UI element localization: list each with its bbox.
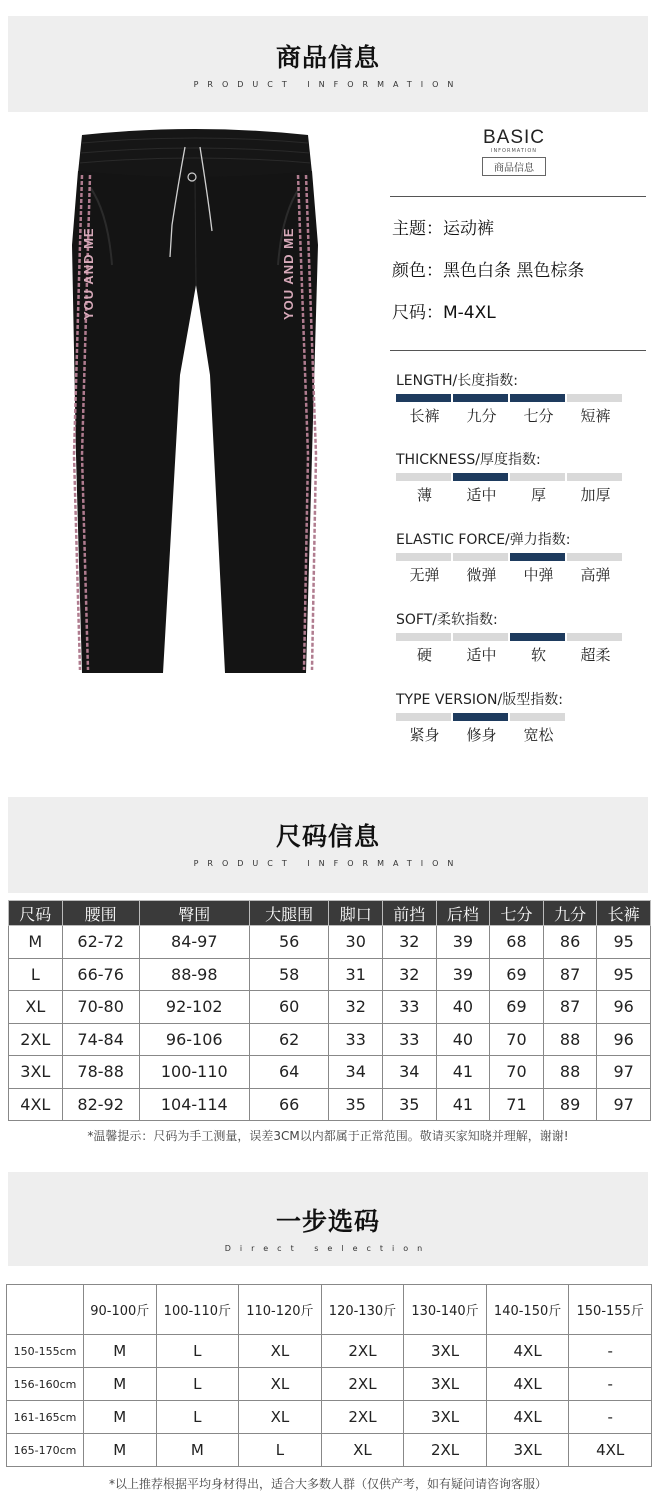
index-bar-segment bbox=[396, 394, 451, 402]
table-cell: 97 bbox=[597, 1088, 651, 1121]
index-bar-segment bbox=[396, 633, 451, 641]
index-bar-segment bbox=[396, 473, 451, 481]
table-cell: 40 bbox=[436, 1023, 490, 1056]
table-cell: 68 bbox=[490, 926, 544, 959]
size-column-header: 臀围 bbox=[139, 901, 249, 926]
size-table-header bbox=[9, 901, 651, 926]
table-cell: 89 bbox=[543, 1088, 597, 1121]
index-options bbox=[396, 724, 624, 744]
recommended-size-cell: 2XL bbox=[321, 1335, 404, 1368]
table-cell: 70 bbox=[490, 1023, 544, 1056]
table-cell: 35 bbox=[329, 1088, 383, 1121]
index-option-label: 超柔 bbox=[580, 646, 611, 664]
index-bar-track bbox=[396, 394, 624, 402]
index-bar-track bbox=[396, 473, 624, 481]
recommended-size-cell: 4XL bbox=[486, 1368, 569, 1401]
recommended-size-cell: 3XL bbox=[486, 1434, 569, 1467]
recommended-size-cell: M bbox=[84, 1368, 157, 1401]
weight-column-header: 110-120斤 bbox=[239, 1285, 322, 1335]
index-options bbox=[396, 564, 624, 584]
size-column-header: 长裤 bbox=[597, 901, 651, 926]
table-cell: 82-92 bbox=[62, 1088, 139, 1121]
table-cell: 96 bbox=[597, 1023, 651, 1056]
index-bar-segment bbox=[453, 473, 508, 481]
table-cell: 62 bbox=[249, 1023, 329, 1056]
index-bar-segment bbox=[510, 553, 565, 561]
weight-column-header: 140-150斤 bbox=[486, 1285, 569, 1335]
index-bar-segment bbox=[453, 633, 508, 641]
table-cell: 104-114 bbox=[139, 1088, 249, 1121]
index-option-label: 九分 bbox=[466, 407, 497, 425]
index-bar-segment bbox=[567, 553, 622, 561]
size-column-header: 前挡 bbox=[383, 901, 437, 926]
weight-column-header: 130-140斤 bbox=[404, 1285, 487, 1335]
size-column-header: 七分 bbox=[490, 901, 544, 926]
index-title: THICKNESS/厚度指数: bbox=[396, 452, 541, 468]
table-cell: 60 bbox=[249, 991, 329, 1024]
recommended-size-cell: - bbox=[569, 1335, 652, 1368]
attribute-theme: 主题：运动裤 bbox=[392, 219, 494, 239]
weight-column-header: 90-100斤 bbox=[84, 1285, 157, 1335]
table-cell: L bbox=[9, 958, 63, 991]
recommended-size-cell: L bbox=[156, 1335, 239, 1368]
index-bar-segment bbox=[396, 553, 451, 561]
table-cell: 71 bbox=[490, 1088, 544, 1121]
index-option-label: 加厚 bbox=[580, 486, 611, 504]
attribute-color: 颜色：黑色白条 黑色棕条 bbox=[392, 261, 585, 281]
table-cell: 41 bbox=[436, 1088, 490, 1121]
index-bar-segment bbox=[567, 394, 622, 402]
table-cell: 35 bbox=[383, 1088, 437, 1121]
index-bar-segment bbox=[396, 713, 451, 721]
weight-height-table bbox=[6, 1284, 652, 1467]
basic-box-label: 商品信息 bbox=[482, 157, 546, 176]
table-row bbox=[7, 1368, 652, 1401]
recommended-size-cell: M bbox=[156, 1434, 239, 1467]
index-option-label: 适中 bbox=[466, 486, 497, 504]
table-cell: 34 bbox=[383, 1056, 437, 1089]
table-cell: 3XL bbox=[9, 1056, 63, 1089]
index-bar-track bbox=[396, 553, 624, 561]
basic-info-badge bbox=[482, 128, 546, 176]
index-option-label: 硬 bbox=[416, 646, 432, 664]
weight-table-header bbox=[7, 1285, 652, 1335]
recommended-size-cell: L bbox=[156, 1368, 239, 1401]
index-option-label: 七分 bbox=[523, 407, 554, 425]
index-bar-segment bbox=[510, 713, 565, 721]
table-cell: 32 bbox=[329, 991, 383, 1024]
corner-weight-label: 体重 bbox=[49, 1292, 77, 1308]
table-cell: 70-80 bbox=[62, 991, 139, 1024]
product-info-banner bbox=[8, 16, 648, 112]
recommended-size-cell: M bbox=[84, 1335, 157, 1368]
recommended-size-cell: M bbox=[84, 1434, 157, 1467]
size-column-header: 后档 bbox=[436, 901, 490, 926]
index-option-label: 无弹 bbox=[409, 566, 440, 584]
recommended-size-cell: 4XL bbox=[486, 1401, 569, 1434]
index-option-label: 适中 bbox=[466, 646, 497, 664]
recommended-size-cell: 2XL bbox=[404, 1434, 487, 1467]
table-cell: 33 bbox=[383, 991, 437, 1024]
recommended-size-cell: L bbox=[156, 1401, 239, 1434]
basic-subtitle: INFORMATION bbox=[490, 148, 538, 154]
pants-image bbox=[60, 125, 330, 685]
weight-column-header: 100-110斤 bbox=[156, 1285, 239, 1335]
table-row bbox=[9, 926, 651, 959]
index-bar-segment bbox=[453, 553, 508, 561]
index-bar-segment bbox=[510, 394, 565, 402]
table-cell: 87 bbox=[543, 958, 597, 991]
size-column-header: 九分 bbox=[543, 901, 597, 926]
table-cell: 92-102 bbox=[139, 991, 249, 1024]
index-title: TYPE VERSION/版型指数: bbox=[396, 692, 563, 708]
index-bar-segment bbox=[567, 473, 622, 481]
recommended-size-cell: XL bbox=[321, 1434, 404, 1467]
pants-side-text-left: YOU AND ME bbox=[81, 227, 96, 320]
weight-column-header: 150-155斤 bbox=[569, 1285, 652, 1335]
table-row bbox=[9, 1088, 651, 1121]
index-options bbox=[396, 484, 624, 504]
table-cell: 86 bbox=[543, 926, 597, 959]
recommended-size-cell: 2XL bbox=[321, 1368, 404, 1401]
index-bar-segment bbox=[510, 473, 565, 481]
recommended-size-cell: 4XL bbox=[569, 1434, 652, 1467]
table-row bbox=[7, 1335, 652, 1368]
index-option-label: 薄 bbox=[416, 486, 432, 504]
recommended-size-cell: M bbox=[84, 1401, 157, 1434]
recommended-size-cell: 3XL bbox=[404, 1368, 487, 1401]
table-cell: XL bbox=[9, 991, 63, 1024]
size-column-header: 脚口 bbox=[329, 901, 383, 926]
section-title: 一步选码 bbox=[275, 1207, 380, 1236]
table-cell: 87 bbox=[543, 991, 597, 1024]
index-bar-segment bbox=[510, 633, 565, 641]
recommended-size-cell: - bbox=[569, 1401, 652, 1434]
index-bar-track bbox=[396, 713, 624, 721]
recommended-size-cell: 3XL bbox=[404, 1335, 487, 1368]
table-cell: 69 bbox=[490, 958, 544, 991]
table-cell: 30 bbox=[329, 926, 383, 959]
table-cell: 2XL bbox=[9, 1023, 63, 1056]
weight-column-header: 120-130斤 bbox=[321, 1285, 404, 1335]
section-title: 商品信息 bbox=[275, 43, 380, 72]
index-title: LENGTH/长度指数: bbox=[396, 373, 518, 389]
table-row bbox=[9, 958, 651, 991]
table-corner-cell bbox=[7, 1285, 84, 1335]
table-cell: 58 bbox=[249, 958, 329, 991]
table-cell: 100-110 bbox=[139, 1056, 249, 1089]
table-cell: 31 bbox=[329, 958, 383, 991]
table-cell: 74-84 bbox=[62, 1023, 139, 1056]
table-cell: 4XL bbox=[9, 1088, 63, 1121]
table-cell: 32 bbox=[383, 958, 437, 991]
size-info-banner bbox=[8, 797, 648, 893]
table-cell: 41 bbox=[436, 1056, 490, 1089]
table-cell: 64 bbox=[249, 1056, 329, 1089]
table-row bbox=[9, 1056, 651, 1089]
table-cell: 84-97 bbox=[139, 926, 249, 959]
table-cell: 34 bbox=[329, 1056, 383, 1089]
index-option-label: 厚 bbox=[530, 486, 546, 504]
height-cell: 161-165cm bbox=[7, 1401, 84, 1434]
index-option-label: 宽松 bbox=[523, 726, 554, 744]
table-cell: 96 bbox=[597, 991, 651, 1024]
table-cell: 88 bbox=[543, 1056, 597, 1089]
table-cell: M bbox=[9, 926, 63, 959]
recommended-size-cell: L bbox=[239, 1434, 322, 1467]
index-bar-segment bbox=[453, 713, 508, 721]
size-column-header: 大腿围 bbox=[249, 901, 329, 926]
recommended-size-cell: XL bbox=[239, 1368, 322, 1401]
table-cell: 33 bbox=[329, 1023, 383, 1056]
recommended-size-cell: XL bbox=[239, 1401, 322, 1434]
index-option-label: 短裤 bbox=[580, 407, 611, 425]
height-cell: 150-155cm bbox=[7, 1335, 84, 1368]
index-option-label: 中弹 bbox=[523, 566, 554, 584]
table-cell: 88 bbox=[543, 1023, 597, 1056]
table-row bbox=[9, 991, 651, 1024]
index-title: SOFT/柔软指数: bbox=[396, 612, 498, 628]
index-option-label: 紧身 bbox=[409, 726, 440, 744]
table-cell: 95 bbox=[597, 958, 651, 991]
height-cell: 156-160cm bbox=[7, 1368, 84, 1401]
table-cell: 70 bbox=[490, 1056, 544, 1089]
table-row bbox=[7, 1434, 652, 1467]
selection-note: *以上推荐根据平均身材得出，适合大多数人群（仅供产考，如有疑问请咨询客服） bbox=[108, 1477, 547, 1491]
table-cell: 39 bbox=[436, 958, 490, 991]
table-cell: 40 bbox=[436, 991, 490, 1024]
section-subtitle: PRODUCT INFORMATION bbox=[193, 859, 463, 868]
table-cell: 95 bbox=[597, 926, 651, 959]
size-column-header: 腰围 bbox=[62, 901, 139, 926]
index-option-label: 微弹 bbox=[466, 566, 497, 584]
recommended-size-cell: 2XL bbox=[321, 1401, 404, 1434]
table-cell: 39 bbox=[436, 926, 490, 959]
attribute-size: 尺码：M-4XL bbox=[392, 303, 496, 323]
table-cell: 78-88 bbox=[62, 1056, 139, 1089]
index-option-label: 长裤 bbox=[409, 407, 440, 425]
table-cell: 69 bbox=[490, 991, 544, 1024]
size-note: *温馨提示：尺码为手工测量，误差3CM以内都属于正常范围。敬请买家知晓并理解，谢谢! bbox=[87, 1129, 569, 1143]
table-cell: 32 bbox=[383, 926, 437, 959]
height-cell: 165-170cm bbox=[7, 1434, 84, 1467]
index-option-label: 软 bbox=[530, 646, 546, 664]
size-column-header: 尺码 bbox=[9, 901, 63, 926]
table-cell: 97 bbox=[597, 1056, 651, 1089]
corner-height-label: 身高 bbox=[11, 1311, 39, 1327]
index-bar-segment bbox=[453, 394, 508, 402]
index-bar-track bbox=[396, 633, 624, 641]
table-cell: 96-106 bbox=[139, 1023, 249, 1056]
recommended-size-cell: XL bbox=[239, 1335, 322, 1368]
table-cell: 66-76 bbox=[62, 958, 139, 991]
index-bar-segment bbox=[567, 633, 622, 641]
divider bbox=[390, 196, 646, 197]
index-options bbox=[396, 405, 624, 425]
recommended-size-cell: 4XL bbox=[486, 1335, 569, 1368]
table-row bbox=[9, 1023, 651, 1056]
table-cell: 62-72 bbox=[62, 926, 139, 959]
index-options bbox=[396, 644, 624, 664]
table-cell: 66 bbox=[249, 1088, 329, 1121]
table-cell: 88-98 bbox=[139, 958, 249, 991]
recommended-size-cell: - bbox=[569, 1368, 652, 1401]
table-cell: 33 bbox=[383, 1023, 437, 1056]
section-subtitle: PRODUCT INFORMATION bbox=[193, 80, 463, 89]
section-subtitle: Direct selection bbox=[224, 1244, 432, 1253]
table-row bbox=[7, 1401, 652, 1434]
direct-selection-banner bbox=[8, 1172, 648, 1266]
index-option-label: 修身 bbox=[466, 726, 497, 744]
basic-title: BASIC bbox=[482, 127, 546, 148]
recommended-size-cell: 3XL bbox=[404, 1401, 487, 1434]
size-table bbox=[8, 900, 651, 1121]
section-title: 尺码信息 bbox=[275, 822, 380, 851]
index-title: ELASTIC FORCE/弹力指数: bbox=[396, 532, 571, 548]
index-option-label: 高弹 bbox=[580, 566, 611, 584]
pants-side-text-right: YOU AND ME bbox=[281, 227, 296, 320]
divider bbox=[390, 350, 646, 351]
table-cell: 56 bbox=[249, 926, 329, 959]
